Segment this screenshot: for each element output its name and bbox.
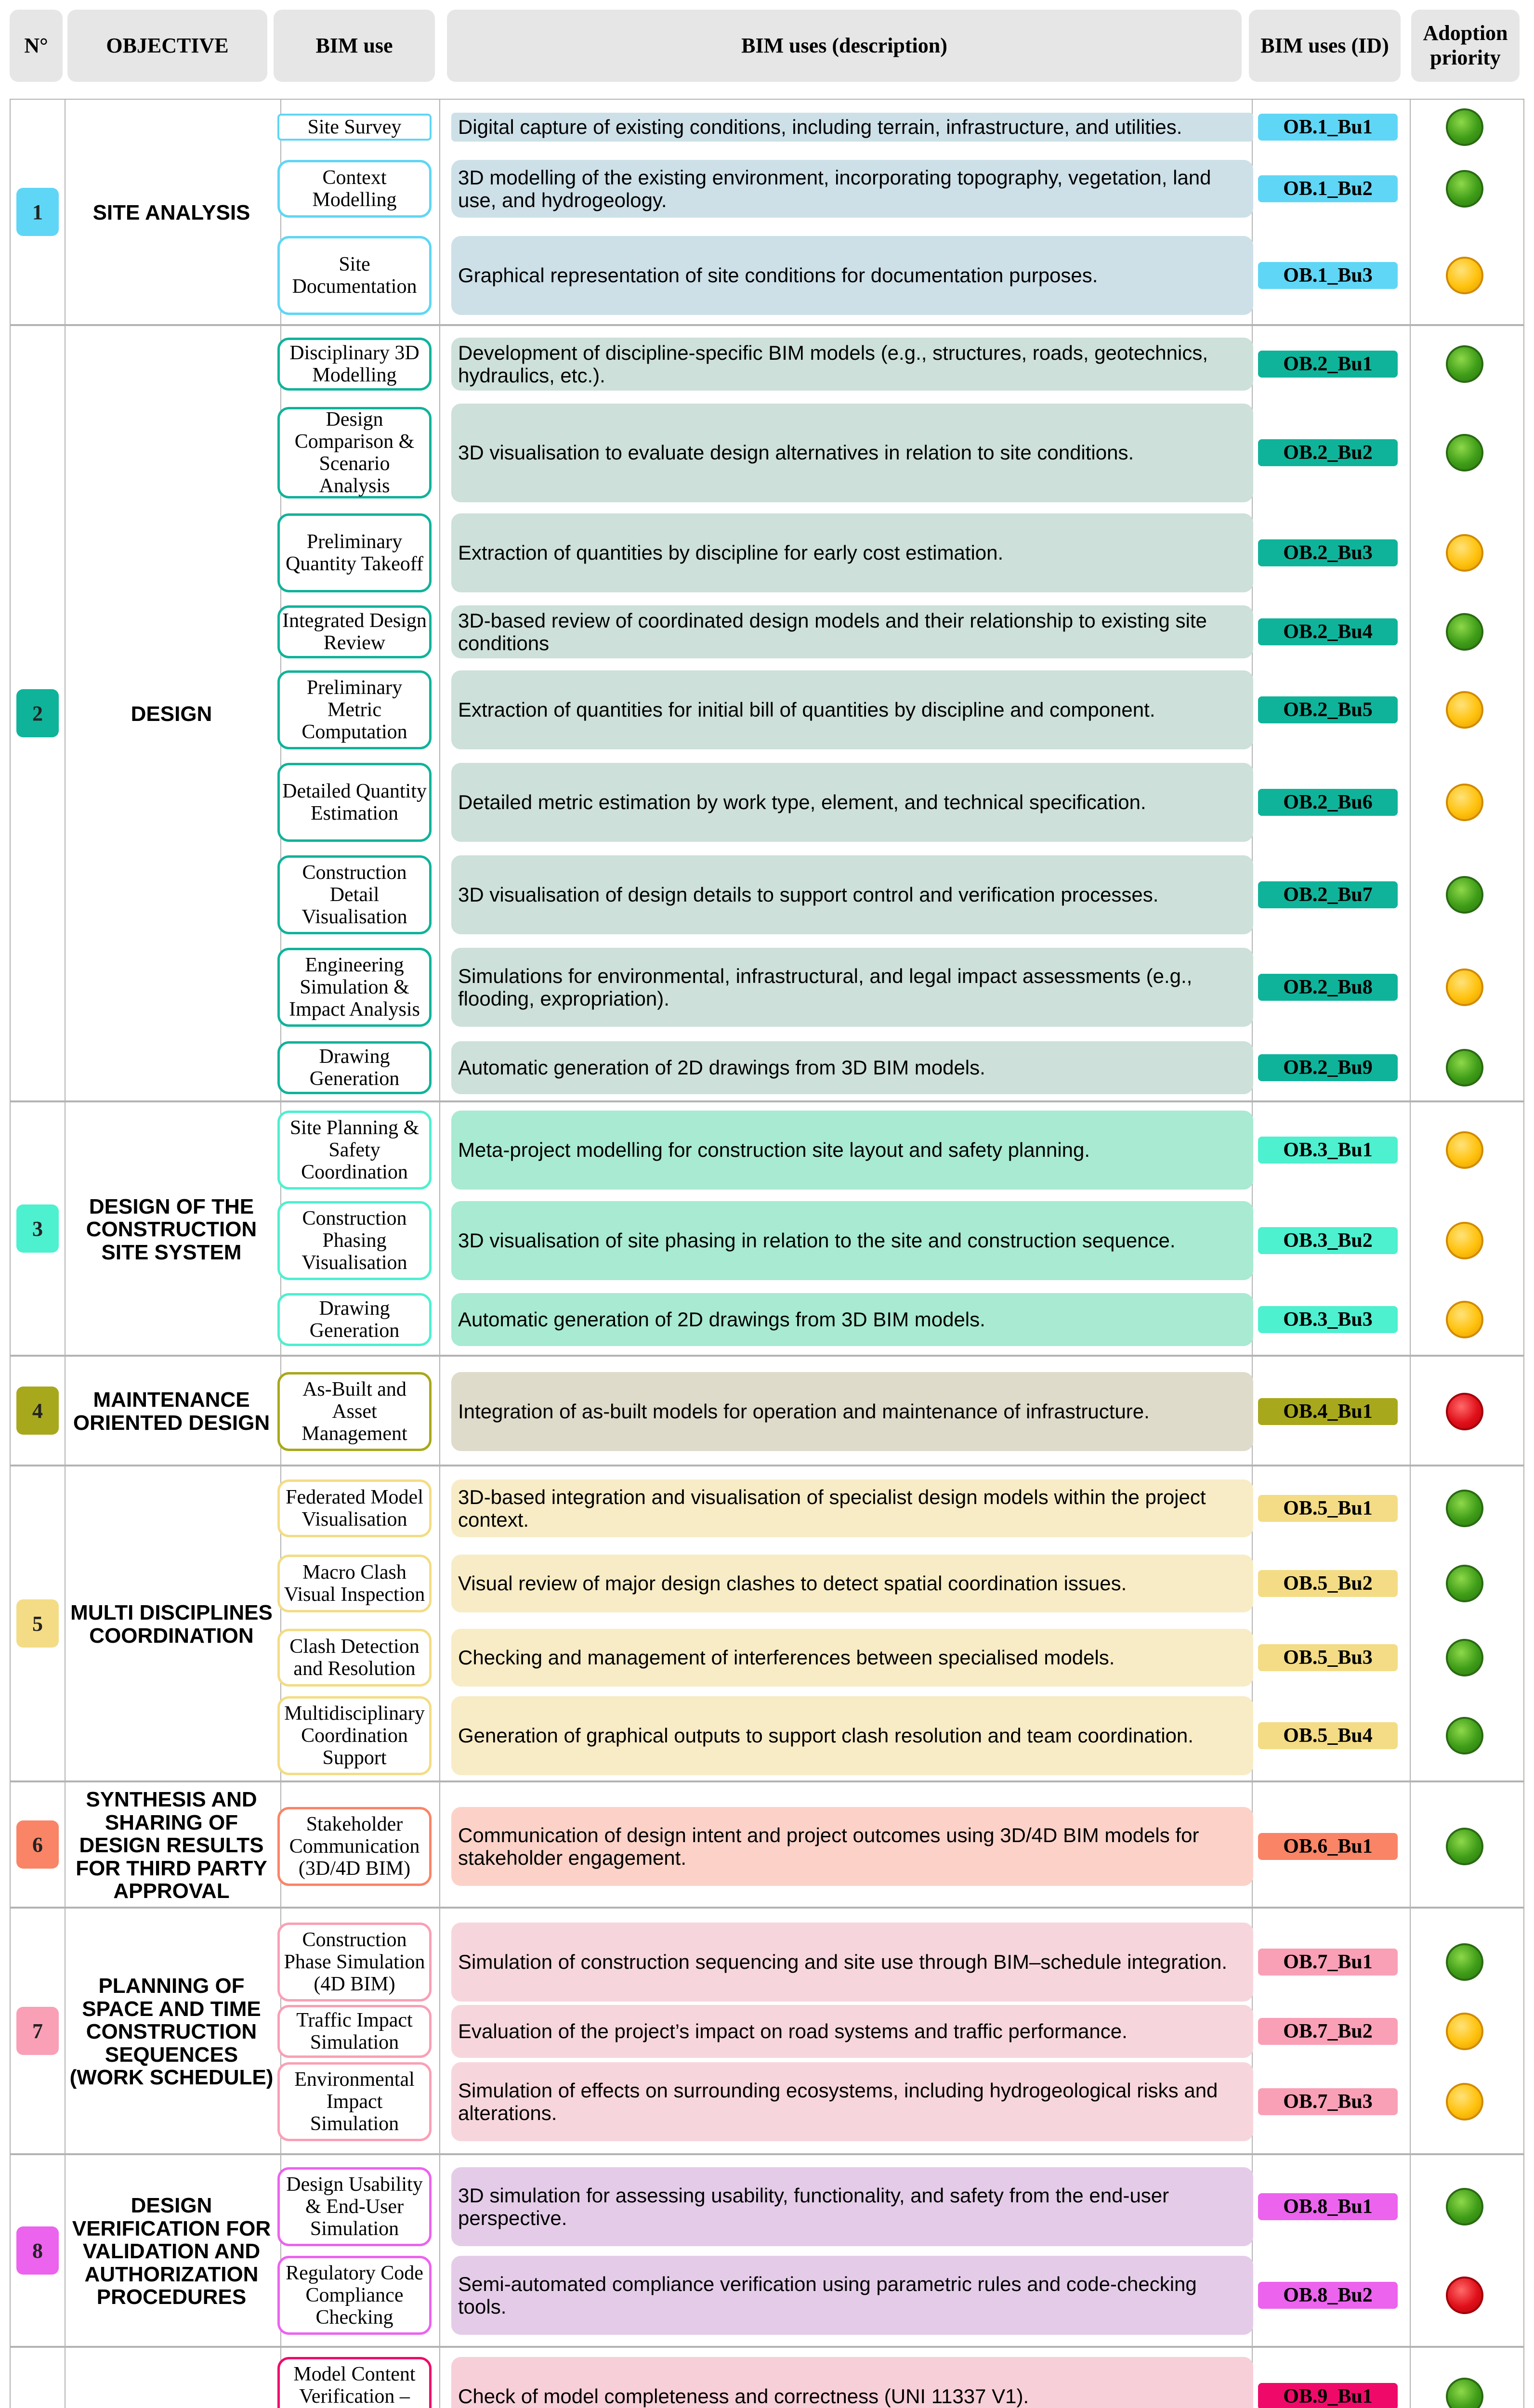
column-divider (1410, 1357, 1411, 1465)
bim-use-description: Checking and management of interferences between specialised models. (451, 1629, 1253, 1687)
bim-use-label: Model Content Verification – (277, 2357, 432, 2408)
header-priority: Adoption priority (1411, 10, 1520, 82)
bim-use-id-badge: OB.5_Bu4 (1258, 1722, 1398, 1749)
column-divider (1410, 100, 1411, 324)
column-divider (439, 1466, 440, 1780)
bim-use-id-badge: OB.7_Bu2 (1258, 2018, 1398, 2045)
bim-use-id-badge: OB.3_Bu1 (1258, 1137, 1398, 1164)
priority-green-indicator (1446, 1717, 1483, 1754)
bim-use-label: Construction Detail Visualisation (277, 855, 432, 934)
bim-use-label: Site Documentation (277, 236, 432, 315)
bim-use-description: Simulation of effects on surrounding ecosystems, including hydrogeological risks and alterations. (451, 2062, 1253, 2141)
objective-label: DESIGN (131, 702, 212, 726)
section-2 (10, 325, 1524, 1101)
column-divider (65, 326, 66, 1100)
bim-use-id-badge: OB.2_Bu2 (1258, 439, 1398, 466)
bim-use-description: 3D-based integration and visualisation of specialist design models within the project context. (451, 1479, 1253, 1537)
priority-red-indicator (1446, 1393, 1483, 1430)
bim-use-description: 3D visualisation to evaluate design alternatives in relation to site conditions. (451, 404, 1253, 502)
bim-use-id-badge: OB.2_Bu4 (1258, 618, 1398, 645)
bim-use-id-badge: OB.2_Bu8 (1258, 974, 1398, 1001)
header-objective: OBJECTIVE (67, 10, 267, 82)
column-divider (65, 1909, 66, 2153)
bim-use-id-badge: OB.7_Bu1 (1258, 1949, 1398, 1976)
bim-use-description: 3D simulation for assessing usability, functionality, and safety from the end-user perspective. (451, 2167, 1253, 2246)
priority-green-indicator (1446, 613, 1483, 651)
priority-yellow-indicator (1446, 2013, 1483, 2050)
bim-use-description: Semi-automated compliance verification using parametric rules and code-checking tools. (451, 2256, 1253, 2335)
bim-use-label: Disciplinary 3D Modelling (277, 338, 432, 391)
column-divider (65, 100, 66, 324)
column-divider (65, 1357, 66, 1465)
column-divider (439, 100, 440, 324)
column-divider (65, 1102, 66, 1355)
bim-use-label: Integrated Design Review (277, 605, 432, 658)
bim-use-id-badge: OB.2_Bu3 (1258, 539, 1398, 566)
column-divider (1410, 1466, 1411, 1780)
bim-use-id-badge: OB.5_Bu3 (1258, 1644, 1398, 1671)
bim-use-description: Visual review of major design clashes to detect spatial coordination issues. (451, 1555, 1253, 1612)
bim-use-description: 3D visualisation of design details to support control and verification processes. (451, 855, 1253, 934)
priority-yellow-indicator (1446, 257, 1483, 294)
bim-use-id-badge: OB.6_Bu1 (1258, 1833, 1398, 1860)
section-number: 4 (16, 1387, 59, 1435)
priority-yellow-indicator (1446, 968, 1483, 1006)
bim-use-description: Automatic generation of 2D drawings from 3D BIM models. (451, 1293, 1253, 1346)
bim-use-description: Check of model completeness and correctness (UNI 11337 V1). (451, 2357, 1253, 2408)
objective-label: PLANNING OF SPACE AND TIME CONSTRUCTION SEQUENCES (WORK SCHEDULE) (69, 1974, 274, 2090)
bim-use-description: Development of discipline-specific BIM models (e.g., structures, roads, geotechnics, hydraulics, etc.). (451, 338, 1253, 391)
column-divider (439, 1782, 440, 1907)
bim-use-label: Preliminary Quantity Takeoff (277, 513, 432, 592)
objective-label: MULTI DISCIPLINES COORDINATION (70, 1601, 273, 1648)
bim-use-description: Simulations for environmental, infrastructural, and legal impact assessments (e.g., flooding, expropriation). (451, 948, 1253, 1027)
bim-use-label: Multidisciplinary Coordination Support (277, 1696, 432, 1775)
priority-green-indicator (1446, 1049, 1483, 1086)
bim-use-description: Extraction of quantities by discipline for early cost estimation. (451, 513, 1253, 592)
bim-use-description: Meta-project modelling for construction site layout and safety planning. (451, 1111, 1253, 1190)
header-bim-use: BIM use (274, 10, 435, 82)
priority-yellow-indicator (1446, 1131, 1483, 1169)
priority-yellow-indicator (1446, 2083, 1483, 2120)
column-divider (1410, 2155, 1411, 2346)
bim-use-label: Traffic Impact Simulation (277, 2005, 432, 2058)
column-divider (1410, 1102, 1411, 1355)
bim-use-description: Evaluation of the project’s impact on road systems and traffic performance. (451, 2005, 1253, 2058)
priority-green-indicator (1446, 1490, 1483, 1527)
column-divider (439, 2155, 440, 2346)
column-divider (439, 2348, 440, 2408)
bim-use-label: Drawing Generation (277, 1041, 432, 1094)
bim-use-label: Construction Phasing Visualisation (277, 1201, 432, 1280)
bim-use-id-badge: OB.2_Bu1 (1258, 351, 1398, 378)
header-id: BIM uses (ID) (1249, 10, 1401, 82)
bim-use-label: Site Planning & Safety Coordination (277, 1111, 432, 1190)
bim-use-id-badge: OB.1_Bu1 (1258, 114, 1398, 141)
priority-green-indicator (1446, 170, 1483, 208)
bim-use-id-badge: OB.1_Bu2 (1258, 175, 1398, 202)
bim-use-label: Design Usability & End-User Simulation (277, 2167, 432, 2246)
bim-use-id-badge: OB.3_Bu2 (1258, 1227, 1398, 1254)
header-num: N° (10, 10, 63, 82)
priority-green-indicator (1446, 434, 1483, 471)
bim-use-id-badge: OB.5_Bu1 (1258, 1495, 1398, 1522)
section-9 (10, 2347, 1524, 2408)
bim-use-label: Macro Clash Visual Inspection (277, 1555, 432, 1612)
bim-use-label: Stakeholder Communication (3D/4D BIM) (277, 1807, 432, 1886)
objective-label: SYNTHESIS AND SHARING OF DESIGN RESULTS FOR THIRD PARTY APPROVAL (76, 1788, 267, 1903)
bim-use-label: Detailed Quantity Estimation (277, 763, 432, 842)
section-number: 8 (16, 2226, 59, 2275)
column-divider (439, 1909, 440, 2153)
bim-use-description: Generation of graphical outputs to support clash resolution and team coordination. (451, 1696, 1253, 1775)
column-divider (439, 1357, 440, 1465)
section-5 (10, 1466, 1524, 1781)
bim-use-label: Construction Phase Simulation (4D BIM) (277, 1923, 432, 2002)
bim-use-label: Drawing Generation (277, 1293, 432, 1346)
bim-use-label: Engineering Simulation & Impact Analysis (277, 948, 432, 1027)
section-number: 2 (16, 689, 59, 737)
section-4 (10, 1356, 1524, 1466)
bim-use-label: Context Modelling (277, 160, 432, 218)
bim-use-description: Integration of as-built models for operation and maintenance of infrastructure. (451, 1372, 1253, 1451)
bim-use-description: 3D visualisation of site phasing in relation to the site and construction sequence. (451, 1201, 1253, 1280)
bim-use-label: Site Survey (277, 114, 432, 141)
bim-use-description: Detailed metric estimation by work type, element, and technical specification. (451, 763, 1253, 842)
bim-use-label: Federated Model Visualisation (277, 1479, 432, 1537)
header-description: BIM uses (description) (447, 10, 1242, 82)
bim-use-id-badge: OB.1_Bu3 (1258, 262, 1398, 289)
priority-red-indicator (1446, 2277, 1483, 2314)
column-divider (439, 326, 440, 1100)
bim-use-description: Communication of design intent and project outcomes using 3D/4D BIM models for stakeholder engagement. (451, 1807, 1253, 1886)
bim-use-description: Simulation of construction sequencing and site use through BIM–schedule integration. (451, 1923, 1253, 2002)
bim-use-label: Design Comparison & Scenario Analysis (277, 407, 432, 498)
bim-use-description: 3D modelling of the existing environment, incorporating topography, vegetation, land use, and hydrogeology. (451, 160, 1253, 218)
bim-use-id-badge: OB.2_Bu7 (1258, 881, 1398, 908)
section-6 (10, 1781, 1524, 1908)
bim-use-label: As-Built and Asset Management (277, 1372, 432, 1451)
bim-use-id-badge: OB.8_Bu2 (1258, 2282, 1398, 2309)
section-7 (10, 1908, 1524, 2154)
bim-use-id-badge: OB.2_Bu5 (1258, 696, 1398, 723)
column-divider (1410, 2348, 1411, 2408)
section-number: 3 (16, 1204, 59, 1253)
priority-yellow-indicator (1446, 1301, 1483, 1338)
bim-use-description: Automatic generation of 2D drawings from 3D BIM models. (451, 1041, 1253, 1094)
priority-green-indicator (1446, 1639, 1483, 1676)
bim-use-label: Regulatory Code Compliance Checking (277, 2256, 432, 2335)
bim-use-description: Digital capture of existing conditions, including terrain, infrastructure, and utilities. (451, 113, 1253, 142)
priority-green-indicator (1446, 1828, 1483, 1865)
column-divider (65, 2155, 66, 2346)
priority-green-indicator (1446, 2188, 1483, 2225)
bim-use-label: Clash Detection and Resolution (277, 1629, 432, 1687)
bim-use-id-badge: OB.7_Bu3 (1258, 2088, 1398, 2115)
section-number: 5 (16, 1599, 59, 1648)
column-divider (65, 1782, 66, 1907)
section-8 (10, 2154, 1524, 2347)
section-number: 7 (16, 2007, 59, 2055)
section-1 (10, 99, 1524, 325)
bim-use-id-badge: OB.9_Bu1 (1258, 2383, 1398, 2408)
objective-label: DESIGN VERIFICATION FOR VALIDATION AND AUTHORIZATION PROCEDURES (72, 2194, 271, 2309)
section-number: 6 (16, 1820, 59, 1869)
objective-label (68, 2348, 275, 2408)
priority-green-indicator (1446, 2378, 1483, 2408)
bim-use-description: Extraction of quantities for initial bill of quantities by discipline and component. (451, 670, 1253, 749)
priority-yellow-indicator (1446, 691, 1483, 729)
column-divider (1410, 326, 1411, 1100)
priority-green-indicator (1446, 876, 1483, 914)
priority-yellow-indicator (1446, 534, 1483, 572)
column-divider (65, 2348, 66, 2408)
bim-use-id-badge: OB.4_Bu1 (1258, 1398, 1398, 1425)
column-divider (1410, 1909, 1411, 2153)
priority-green-indicator (1446, 1565, 1483, 1602)
bim-use-id-badge: OB.8_Bu1 (1258, 2193, 1398, 2220)
objective-label: DESIGN OF THE CONSTRUCTION SITE SYSTEM (86, 1194, 257, 1264)
bim-use-id-badge: OB.3_Bu3 (1258, 1306, 1398, 1333)
bim-use-description: Graphical representation of site conditions for documentation purposes. (451, 236, 1253, 315)
column-divider (65, 1466, 66, 1780)
bim-use-id-badge: OB.5_Bu2 (1258, 1570, 1398, 1597)
bim-use-label: Environmental Impact Simulation (277, 2062, 432, 2141)
priority-yellow-indicator (1446, 784, 1483, 821)
objective-label: SITE ANALYSIS (92, 201, 250, 225)
section-number: 1 (16, 188, 59, 236)
bim-use-id-badge: OB.2_Bu6 (1258, 789, 1398, 816)
bim-use-id-badge: OB.2_Bu9 (1258, 1054, 1398, 1081)
column-divider (1410, 1782, 1411, 1907)
priority-green-indicator (1446, 108, 1483, 146)
objective-label: MAINTENANCE ORIENTED DESIGN (73, 1388, 270, 1435)
priority-green-indicator (1446, 1943, 1483, 1981)
bim-use-description: 3D-based review of coordinated design models and their relationship to existing site conditions (451, 605, 1253, 658)
section-3 (10, 1101, 1524, 1356)
priority-yellow-indicator (1446, 1222, 1483, 1259)
priority-green-indicator (1446, 345, 1483, 383)
column-divider (439, 1102, 440, 1355)
bim-use-label: Preliminary Metric Computation (277, 670, 432, 749)
